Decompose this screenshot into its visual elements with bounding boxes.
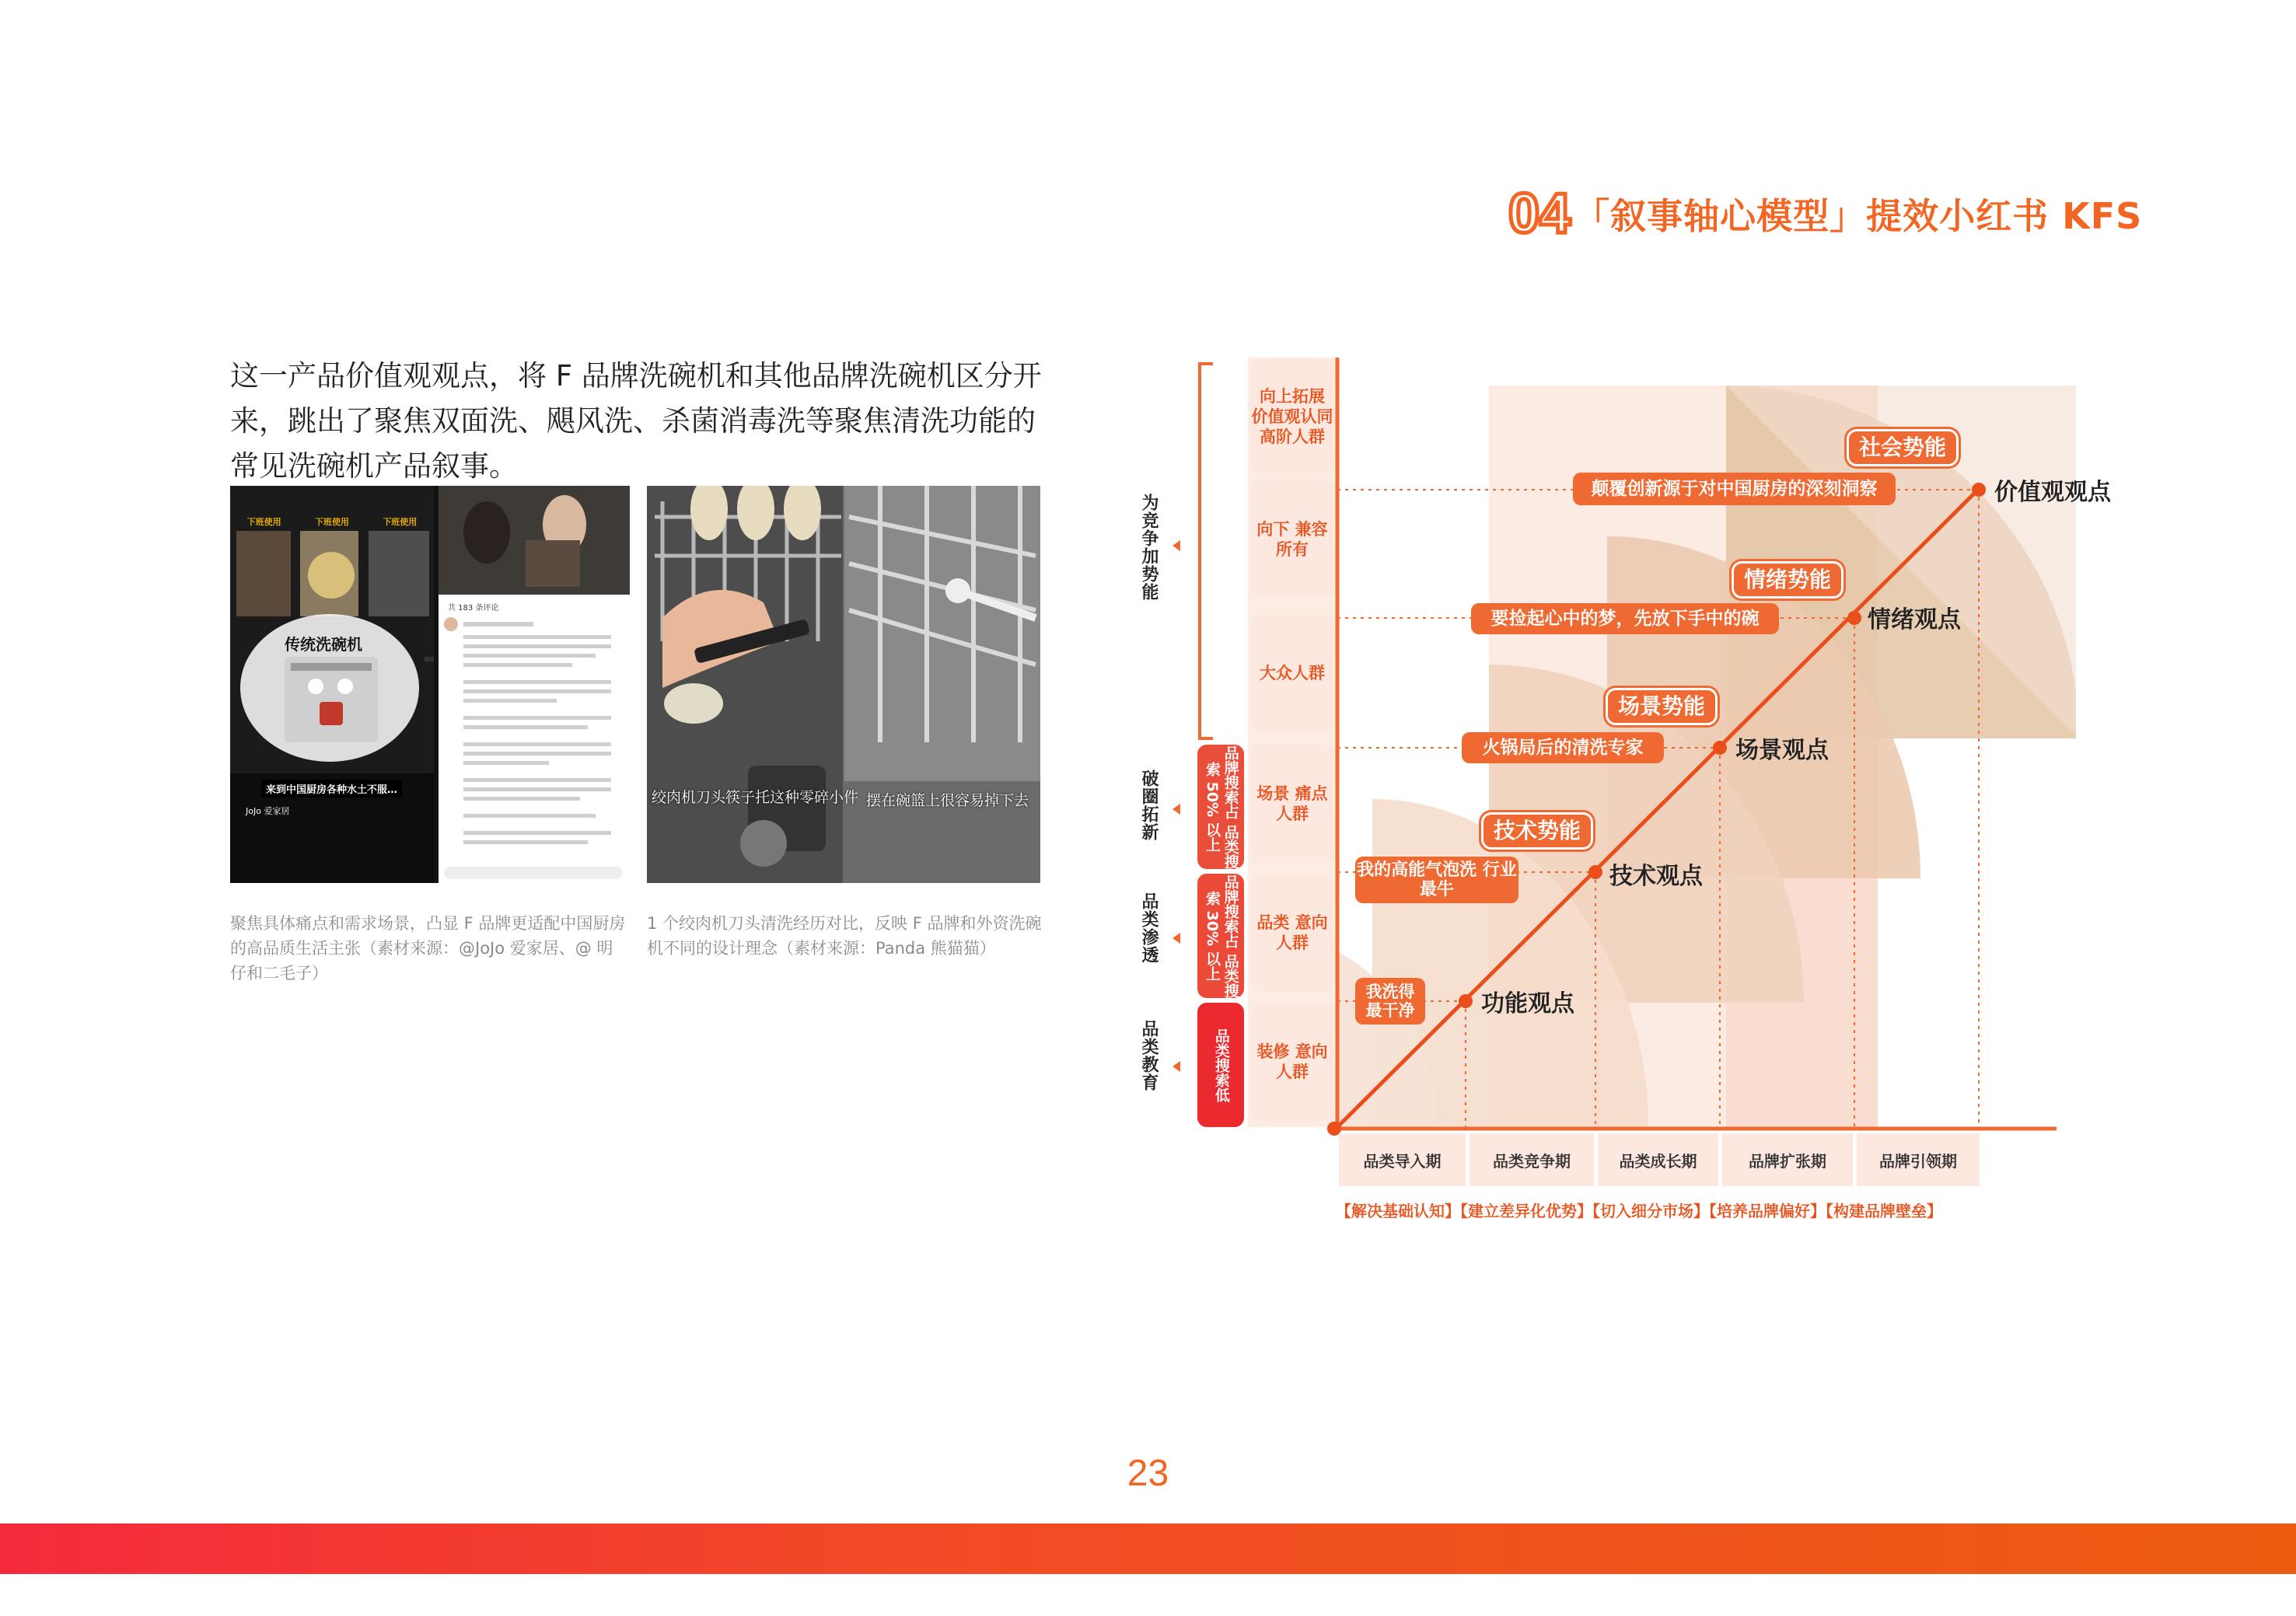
caption-right: 1 个绞肉机刀头清洗经历对比，反映 F 品牌和外资洗碗机不同的设计理念（素材来源：Panda 熊猫猫）: [647, 914, 1042, 958]
point-emotion: 情绪观点: [1868, 606, 1961, 633]
video-tab-1: 下班使用: [246, 517, 281, 527]
comment-header: 共 183 条评论: [448, 604, 499, 613]
section-number: 04: [1508, 183, 1571, 245]
message-cleanest: 我洗得 最干净: [1355, 978, 1425, 1024]
search-share-30: 品牌搜索占 品类搜索 30% 以上: [1197, 874, 1244, 998]
point-scenario: 场景观点: [1735, 737, 1829, 764]
photo-2-subtitle-left: 绞肉机刀头筷子托这种零碎小件: [652, 789, 859, 806]
photo-2-subtitle-right: 摆在碗篮上很容易掉下去: [866, 792, 1029, 809]
photo-dishwasher-closeups: [647, 486, 1040, 883]
point-technology: 技术观点: [1609, 863, 1703, 890]
energy-technology: 技术势能: [1483, 815, 1591, 847]
message-dream: 要捡起心中的梦，先放下手中的碗: [1471, 603, 1779, 634]
narrative-axis-diagram: [1120, 342, 2111, 1236]
y-label-category-intent: 品类 意向人群: [1250, 874, 1334, 992]
caption-left: 聚焦具体痛点和需求场景，凸显 F 品牌更适配中国厨房的高品质生活主张（素材来源：@JoJo 爱家居、@ 明仔和二毛子）: [230, 914, 626, 983]
photo-2-illustration: [647, 486, 1040, 883]
x-label-competition: 品类竞争期: [1470, 1133, 1594, 1186]
page-number: 23: [1127, 1453, 1169, 1494]
stage-category-education: 品类教育: [1139, 1020, 1158, 1091]
section-title: 「叙事轴心模型」提效小红书 KFS: [1574, 195, 2143, 237]
photo-xiaohongshu-posts: [230, 486, 630, 883]
point-value: 价值观观点: [1994, 479, 2111, 506]
photo-label-traditional-dishwasher: 传统洗碗机: [285, 635, 362, 654]
stage-competition-energy: 为竞争加势能: [1139, 494, 1158, 601]
search-share-50: 品牌搜索占 品类搜索 50% 以上: [1197, 745, 1244, 869]
stage-break-circle: 破圈拓新: [1139, 770, 1158, 841]
y-label-high-end: 向上拓展 价值观认同 高阶人群: [1250, 359, 1334, 474]
x-label-leadership: 品牌引领期: [1857, 1133, 1980, 1186]
energy-scenario: 场景势能: [1608, 690, 1715, 723]
energy-social: 社会势能: [1849, 431, 1956, 464]
x-label-intro: 品类导入期: [1339, 1133, 1466, 1186]
message-insight: 颠覆创新源于对中国厨房的深刻洞察: [1573, 473, 1896, 505]
photo-1-illustration: [230, 486, 630, 883]
intro-paragraph: 这一产品价值观观点，将 F 品牌洗碗机和其他品牌洗碗机区分开来，跳出了聚焦双面洗、飓风洗、杀菌消毒洗等聚焦清洗功能的常见洗碗机产品叙事。: [230, 359, 1042, 483]
stage-category-penetration: 品类渗透: [1139, 892, 1158, 964]
y-label-decoration: 装修 意向人群: [1250, 1003, 1334, 1121]
section-header: [1508, 179, 2142, 249]
y-label-mass: 大众人群: [1250, 614, 1334, 732]
message-bubble-wash: 我的高能气泡洗 行业最牛: [1355, 857, 1518, 903]
video-tab-2: 下班使用: [314, 517, 349, 527]
video-subtitle: 来到中国厨房各种水土不服…: [261, 780, 402, 798]
point-function: 功能观点: [1481, 990, 1574, 1017]
footer-bar: [0, 1524, 2296, 1574]
y-label-compatible: 向下 兼容所有: [1250, 480, 1334, 599]
y-label-scenario: 场景 痛点人群: [1250, 745, 1334, 863]
video-user: JoJo 爱家居: [246, 806, 290, 816]
x-sub-goals: 【解决基础认知】【建立差异化优势】【切入细分市场】【培养品牌偏好】【构建品牌壁垒】: [1336, 1202, 1942, 1220]
x-label-expansion: 品牌扩张期: [1722, 1133, 1853, 1186]
message-hotpot: 火锅局后的清洗专家: [1462, 732, 1664, 763]
x-label-growth: 品类成长期: [1598, 1133, 1718, 1186]
video-tab-3: 下班使用: [383, 517, 418, 527]
energy-emotion: 情绪势能: [1734, 564, 1841, 596]
search-low: 品类搜索低: [1197, 1003, 1244, 1127]
